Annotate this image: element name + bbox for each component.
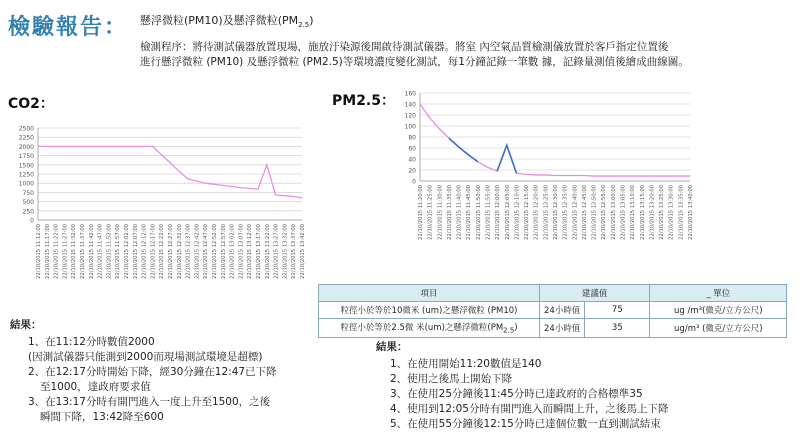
x-tick-label: 22/10/2015 12:37:00 [185,224,192,279]
y-tick-label: 1000 [18,180,34,188]
x-tick-label: 22/10/2015 13:02:00 [229,224,236,279]
results-list [10,335,277,425]
x-tick-label: 22/10/2015 11:22:00 [53,224,60,279]
x-tick-label: 22/10/2015 12:50:00 [591,185,598,240]
row-value: 35 [585,319,650,338]
data-point [535,174,536,175]
list-item: 2、在12:17分時開始下降，經30分鐘在12:47已下降 [28,366,277,378]
data-point [651,175,652,176]
data-point [231,186,232,187]
list-item: (因測試儀器只能測到2000而現場測試環境是超標) [28,351,263,363]
data-point [37,146,38,147]
data-point [612,175,613,176]
x-tick-label: 22/10/2015 11:40:00 [456,185,463,240]
x-tick-label: 22/10/2015 12:55:00 [601,185,608,240]
pm25-results [376,340,668,432]
pm25-label: PM2.5： [332,93,395,109]
x-tick-label: 22/10/2015 13:32:00 [282,224,289,279]
data-point [632,175,633,176]
data-point [266,164,267,165]
y-tick-label: 100 [404,123,416,131]
data-point [222,185,223,186]
list-item: 4、使用到12:05分時有開門進入而瞬間上升，之後馬上下降 [390,403,669,415]
x-tick-label: 22/10/2015 11:37:00 [80,224,86,279]
results-heading: 結果： [10,319,42,331]
co2-chart [4,118,306,313]
data-point [205,183,206,184]
data-point [213,184,214,185]
list-item: 至1000，達政府要求值 [40,381,151,393]
x-tick-label: 22/10/2015 13:35:00 [678,185,685,240]
y-tick-label: 0 [30,217,34,225]
x-tick-label: 22/10/2015 12:07:00 [132,224,139,279]
list-item: 1、在使用開始11:20數值是140 [390,358,542,370]
data-point [99,146,100,147]
data-point [680,175,681,176]
y-tick-label: 160 [404,90,416,98]
data-point [525,174,526,175]
data-point [284,195,285,196]
x-tick-label: 22/10/2015 12:45:00 [581,185,588,240]
x-tick-label: 22/10/2015 12:52:00 [212,224,218,279]
list-item: 瞬間下降，13:42降至600 [40,411,164,423]
co2-line-chart [4,118,306,313]
list-item: 3、在13:17分時有開門進入一度上升至1500，之後 [28,396,271,408]
x-tick-label: 22/10/2015 12:15:00 [524,185,531,240]
y-tick-label: 40 [408,156,416,164]
x-tick-label: 22/10/2015 13:25:00 [659,185,666,240]
list-item: 5、在使用55分鐘後12:15分時已達個位數一直到測試結束 [390,418,661,430]
row-value: 75 [585,302,650,319]
x-tick-label: 22/10/2015 11:52:00 [106,224,113,279]
data-point [64,146,65,147]
table-header-row [319,285,787,302]
x-tick-label: 22/10/2015 11:50:00 [475,185,482,240]
x-tick-label: 22/10/2015 13:20:00 [649,185,656,240]
x-tick-label: 22/10/2015 12:05:00 [504,185,511,240]
x-tick-label: 22/10/2015 13:37:00 [291,224,298,279]
data-point [429,117,430,118]
procedure-line-2: 進行懸浮微粒 (PM10) 及懸浮微粒 (PM2.5)等環境濃度變化測試，每1分鐘記錄一筆數 據，記錄量測值後繪成曲線圖。 [140,56,689,68]
x-tick-label: 22/10/2015 13:17:00 [256,224,262,279]
subtitle-end: ) [309,14,314,27]
y-tick-label: 0 [412,178,416,186]
results-list [376,357,668,432]
table-row [319,302,787,319]
data-point [257,188,258,189]
y-tick-label: 750 [22,189,34,197]
data-point [249,188,250,189]
row-item: 粒徑小於等於10微米 (um)之懸浮微粒 (PM10) [319,302,540,319]
x-tick-label: 22/10/2015 12:42:00 [194,224,201,279]
subtitle-subscript: 2.5 [298,21,310,30]
list-item: 2、使用之後馬上開始下降 [390,373,513,385]
x-tick-label: 22/10/2015 12:20:00 [533,185,540,240]
table-row [319,319,787,338]
data-point [143,146,144,147]
x-tick-label: 22/10/2015 12:27:00 [168,224,174,279]
data-point [108,146,109,147]
x-tick-label: 22/10/2015 12:17:00 [150,224,157,279]
y-tick-label: 2000 [18,143,34,151]
data-point [178,170,179,171]
pm25-chart [398,86,694,268]
x-tick-label: 22/10/2015 11:57:00 [115,224,122,279]
x-tick-label: 22/10/2015 11:20:00 [418,185,424,240]
data-point [670,175,671,176]
data-point [90,146,91,147]
y-tick-label: 1500 [18,162,34,170]
data-point [117,146,118,147]
header-value: 建議值 [540,285,650,302]
x-tick-label: 22/10/2015 13:27:00 [273,224,280,279]
data-point [641,175,642,176]
y-tick-label: 1750 [18,153,34,161]
x-tick-label: 22/10/2015 13:15:00 [639,185,646,240]
x-tick-label: 22/10/2015 12:25:00 [543,185,550,240]
data-point [583,175,584,176]
x-tick-label: 22/10/2015 12:32:00 [176,224,183,279]
x-tick-label: 22/10/2015 11:17:00 [44,224,51,279]
x-tick-label: 22/10/2015 11:32:00 [71,224,78,279]
data-point [81,146,82,147]
x-tick-label: 22/10/2015 12:47:00 [203,224,210,279]
row-item-suffix: ) [514,323,518,333]
results-heading: 結果： [376,341,408,353]
data-point [169,162,170,163]
data-point [660,175,661,176]
y-tick-label: 250 [22,208,34,216]
x-tick-label: 22/10/2015 13:12:00 [247,224,254,279]
data-point [301,197,302,198]
x-tick-label: 22/10/2015 12:35:00 [562,185,569,240]
x-tick-label: 22/10/2015 12:12:00 [141,224,148,279]
header-item: 項目 [319,285,540,302]
procedure-line-1: 檢測程序：將待測試儀器放置現場，施放汙染源後開啟待測試儀器。將室 內空氣品質檢測儀放置於客戶指定位置後 [140,41,669,53]
x-tick-label: 22/10/2015 11:25:00 [427,185,434,240]
data-point [125,146,126,147]
data-point [161,154,162,155]
x-tick-label: 22/10/2015 13:40:00 [688,185,694,240]
x-tick-label: 22/10/2015 11:42:00 [88,224,95,279]
y-tick-label: 120 [404,112,416,120]
data-point [152,146,153,147]
x-tick-label: 22/10/2015 12:02:00 [124,224,130,279]
x-tick-label: 22/10/2015 12:40:00 [572,185,579,240]
x-tick-label: 22/10/2015 11:47:00 [97,224,104,279]
header-unit: _ 單位 [650,285,787,302]
x-tick-label: 22/10/2015 12:10:00 [514,185,521,240]
x-tick-label: 22/10/2015 13:05:00 [620,185,627,240]
x-tick-label: 22/10/2015 13:00:00 [610,185,617,240]
data-point [554,175,555,176]
series-line [38,146,302,198]
co2-label: CO2： [8,96,54,112]
x-tick-label: 22/10/2015 13:22:00 [264,224,271,279]
x-tick-label: 22/10/2015 11:55:00 [485,185,492,240]
list-item: 1、在11:12分時數值2000 [28,336,155,348]
list-item: 3、在使用25分鐘後11:45分時已達政府的合格標準35 [390,388,643,400]
row-unit: ug/m³ (微克/立方公尺) [650,319,787,338]
x-tick-label: 22/10/2015 13:42:00 [300,224,306,279]
report-title: 檢驗報告： [8,15,129,40]
data-point [240,187,241,188]
y-tick-label: 80 [408,134,416,142]
x-tick-label: 22/10/2015 11:45:00 [466,185,473,240]
data-point [439,128,440,129]
data-point [293,196,294,197]
row-item-prefix: 粒徑小於等於2.5微 米(um)之懸浮微粒(PM [340,323,504,333]
data-point [622,175,623,176]
report-subtitle [140,12,314,29]
data-point [73,146,74,147]
x-tick-label: 22/10/2015 11:12:00 [36,224,42,279]
pm25-line-chart [398,86,694,268]
y-tick-label: 500 [22,199,34,207]
y-tick-label: 1250 [18,171,34,179]
x-tick-label: 22/10/2015 12:22:00 [159,224,166,279]
test-procedure [140,40,780,70]
standards-table [318,284,787,338]
data-point [196,180,197,181]
y-tick-label: 2500 [18,125,34,133]
data-point [419,103,420,104]
data-point [46,146,47,147]
data-point [593,175,594,176]
x-tick-label: 22/10/2015 11:27:00 [62,224,69,279]
y-tick-label: 60 [408,145,416,153]
data-point [574,175,575,176]
row-item [319,319,540,338]
row-unit: ug /m³(微克/立方公尺) [650,302,787,319]
y-tick-label: 140 [404,101,416,109]
x-tick-label: 22/10/2015 13:10:00 [630,185,637,240]
data-point [187,178,188,179]
co2-results [10,318,277,425]
data-point [134,146,135,147]
x-tick-label: 22/10/2015 12:00:00 [495,185,502,240]
data-point [545,174,546,175]
x-tick-label: 22/10/2015 12:57:00 [220,224,227,279]
data-point [564,175,565,176]
data-point [275,194,276,195]
subtitle-text: 懸浮微粒(PM10)及懸浮微粒(PM [140,14,299,27]
data-point [487,167,488,168]
row-period: 24小時值 [540,319,585,338]
y-tick-label: 20 [408,167,416,175]
data-point [603,175,604,176]
x-tick-label: 22/10/2015 12:30:00 [553,185,559,240]
x-tick-label: 22/10/2015 13:07:00 [238,224,245,279]
y-tick-label: 2250 [18,134,34,142]
standards-table-wrap [318,284,787,338]
row-period: 24小時值 [540,302,585,319]
data-point [689,175,690,176]
series-highlight [449,138,478,162]
x-tick-label: 22/10/2015 11:30:00 [437,185,444,240]
data-point [55,146,56,147]
x-tick-label: 22/10/2015 13:30:00 [668,185,675,240]
row-item-subscript: 2.5 [503,326,515,335]
x-tick-label: 22/10/2015 11:35:00 [446,185,453,240]
